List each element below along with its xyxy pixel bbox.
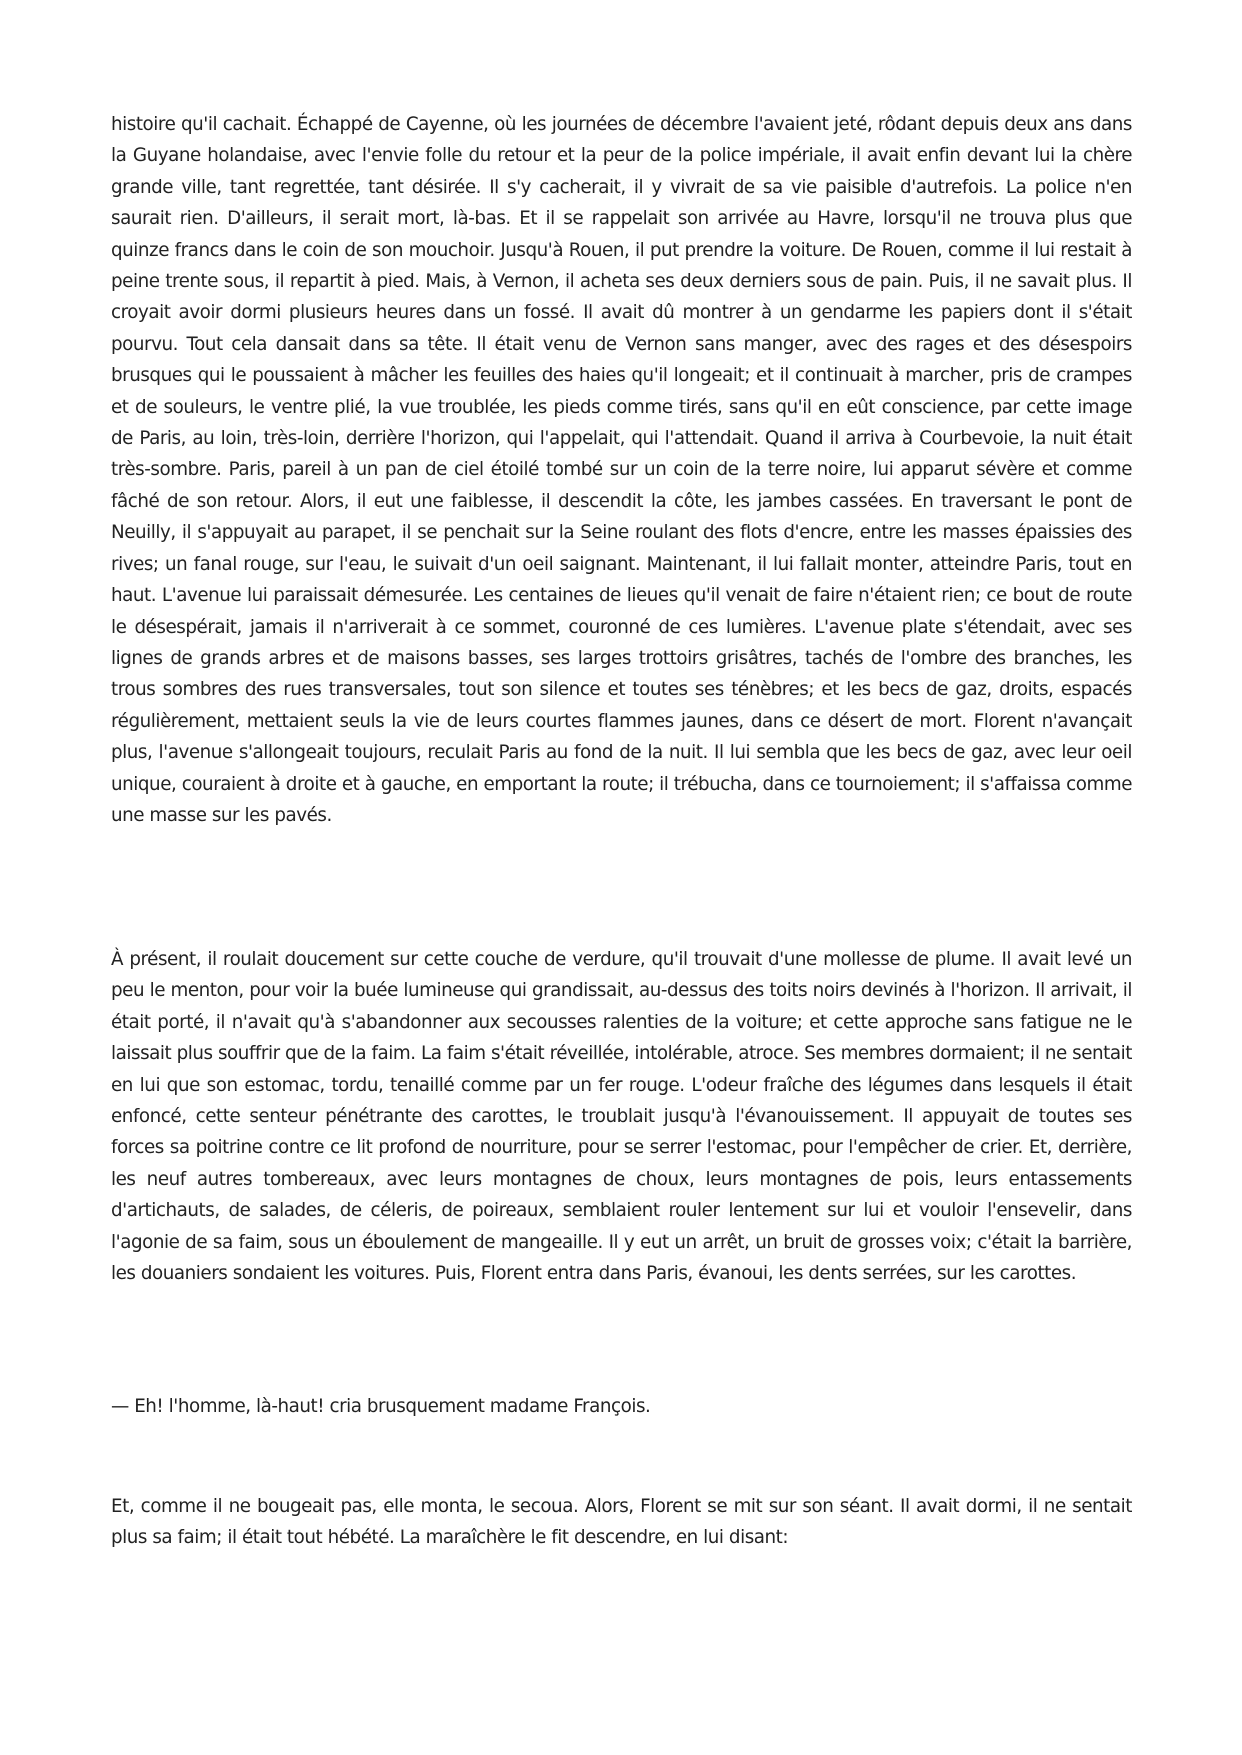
paragraph-florent-wakes: Et, comme il ne bougeait pas, elle monta, le secoua. Alors, Florent se mit sur son séant. Il avait dormi, il ne sentait plus sa faim; il était tout hébété. La maraîchère le fit descendre, en lui disant: — [111, 1496, 1132, 1549]
paragraph-florent-journey: histoire qu'il cachait. Échappé de Cayenne, où les journées de décembre l'avaient jeté, rôdant depuis deux ans dans la Guyane holandaise, avec l'envie folle du retour et la peur de la police impériale, il avait enfin devant lui la chère grande ville, tant regrettée, tant désirée. Il s'y cacherait, il y vivrait de sa vie paisible d'autrefois. La police n'en saurait rien. D'ailleurs, il serait mort, là-bas. Et il se rappelait son arrivée au Havre, lorsqu'il ne trouva plus que quinze francs dans le coin de son mouchoir. Jusqu'à Rouen, il put prendre la voiture. De Rouen, comme il lui restait à peine trente sous, il repartit à pied. Mais, à Vernon, il acheta ses deux derniers sous de pain. Puis, il ne savait plus. Il croyait avoir dormi plusieurs heures dans un fossé. Il avait dû montrer à un gendarme les papiers dont il s'était pourvu. Tout cela dansait dans sa tête. Il était venu de Vernon sans manger, avec des rages et des désespoirs brusques qui le poussaient à mâcher les feuilles des haies qu'il longeait; et il continuait à marcher, pris de crampes et de souleurs, le ventre plié, la vue troublée, les pieds comme tirés, sans qu'il en eût conscience, par cette image de Paris, au loin, très-loin, derrière l'horizon, qui l'appelait, qui l'attendait. Quand il arriva à Courbevoie, la nuit était très-sombre. Paris, pareil à un pan de ciel étoilé tombé sur un coin de la terre noire, lui apparut sévère et comme fâché de son retour. Alors, il eut une faiblesse, il descendit la côte, les jambes cassées. En traversant le pont de Neuilly, il s'appuyait au parapet, il se penchait sur la Seine roulant des flots d'encre, entre les masses épaissies des rives; un fanal rouge, sur l'eau, le suivait d'un oeil saignant. Maintenant, il lui fallait monter, atteindre Paris, tout en haut. L'avenue lui paraissait démesurée. Les centaines de lieues qu'il venait de faire n'étaient rien; ce bout de route le désespérait, jamais il n'arriverait à ce sommet, couronné de ces lumières. L'avenue plate s'étendait, avec ses lignes de grands arbres et de maisons basses, ses larges trottoirs grisâtres, tachés de l'ombre des branches, les trous sombres des rues transversales, tout son silence et toutes ses ténèbres; et les becs de gaz, droits, espacés régulièrement, mettaient seuls la vie de leurs courtes flammes jaunes, dans ce désert de mort. Florent n'avançait plus, l'avenue s'allongeait toujours, reculait Paris au fond de la nuit. Il lui sembla que les becs de gaz, avec leur oeil unique, couraient à droite et à gauche, en emportant la route; il trébucha, dans ce tournoiement; il s'affaissa comme une masse sur les pavés. — [111, 114, 1132, 826]
paragraph-cart-arrival: À présent, il roulait doucement sur cette couche de verdure, qu'il trouvait d'une mollesse de plume. Il avait levé un peu le menton, pour voir la buée lumineuse qui grandissait, au-dessus des toits noirs devinés à l'horizon. Il arrivait, il était porté, il n'avait qu'à s'abandonner aux secousses ralenties de la voiture; et cette approche sans fatigue ne le laissait plus souffrir que de la faim. La faim s'était réveillée, intolérable, atroce. Ses membres dormaient; il ne sentait en lui que son estomac, tordu, tenaillé comme par un fer rouge. L'odeur fraîche des légumes dans lesquels il était enfoncé, cette senteur pénétrante des carottes, le troublait jusqu'à l'évanouissement. Il appuyait de toutes ses forces sa poitrine contre ce lit profond de nourriture, pour se serrer l'estomac, pour l'empêcher de crier. Et, derrière, les neuf autres tombereaux, avec leurs montagnes de choux, leurs montagnes de pois, leurs entassements d'artichauts, de salades, de céleris, de poireaux, semblaient rouler lentement sur lui et vouloir l'ensevelir, dans l'agonie de sa faim, sous un éboulement de mangeaille. Il y eut un arrêt, un bruit de grosses voix; c'était la barrière, les douaniers sondaient les voitures. Puis, Florent entra dans Paris, évanoui, les dents serrées, sur les carottes. — [111, 949, 1132, 1285]
paragraph-dialogue-madame-francois: — Eh! l'homme, là-haut! cria brusquement madame François. — [111, 1396, 651, 1417]
